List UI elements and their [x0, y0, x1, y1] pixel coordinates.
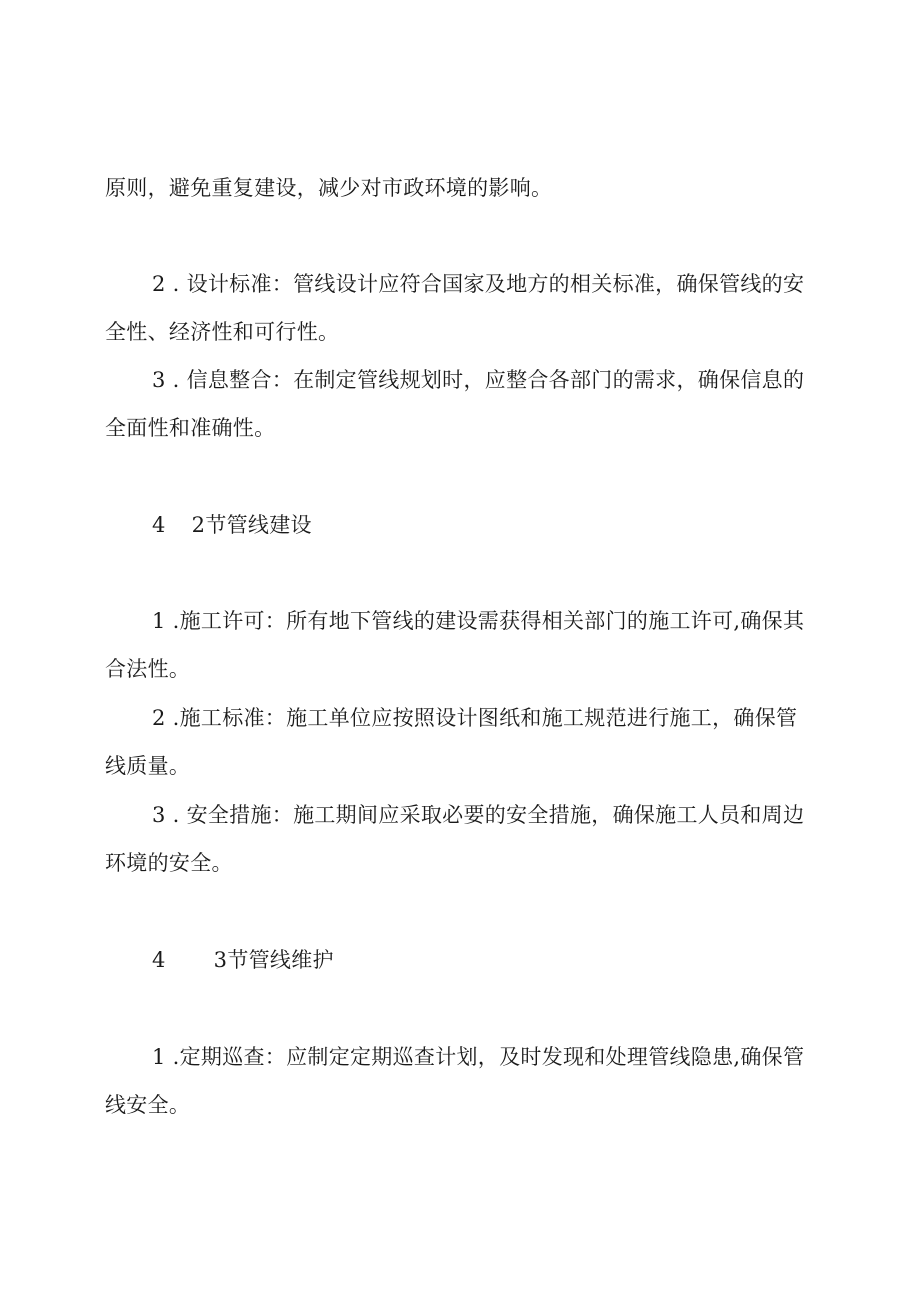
paragraph-line: 线质量。	[105, 754, 191, 778]
section-heading	[152, 950, 334, 971]
paragraph-line: 合法性。	[105, 657, 191, 681]
paragraph-line: 2 . 设计标准：管线设计应符合国家及地方的相关标准，确保管线的安	[152, 272, 805, 296]
section-title: 3节管线维护	[213, 948, 334, 972]
section-chapter-number: 4	[152, 948, 166, 972]
paragraph-line: 全性、经济性和可行性。	[105, 320, 340, 344]
paragraph-line: 1 .施工许可：所有地下管线的建设需获得相关部门的施工许可,确保其	[152, 609, 805, 633]
section-heading	[152, 515, 312, 536]
paragraph-line: 线安全。	[105, 1093, 191, 1117]
paragraph-line: 2 .施工标准：施工单位应按照设计图纸和施工规范进行施工，确保管	[152, 706, 798, 730]
paragraph-line: 全面性和准确性。	[105, 416, 276, 440]
paragraph-line: 环境的安全。	[105, 851, 233, 875]
paragraph-line: 3 . 信息整合：在制定管线规划时，应整合各部门的需求，确保信息的	[152, 368, 805, 392]
paragraph-line: 1 .定期巡查：应制定定期巡查计划，及时发现和处理管线隐患,确保管	[152, 1045, 805, 1069]
paragraph-line: 原则，避免重复建设，减少对市政环境的影响。	[105, 176, 553, 200]
paragraph-line: 3 . 安全措施：施工期间应采取必要的安全措施，确保施工人员和周边	[152, 803, 805, 827]
section-chapter-number: 4	[152, 513, 166, 537]
section-title: 2节管线建设	[191, 513, 312, 537]
